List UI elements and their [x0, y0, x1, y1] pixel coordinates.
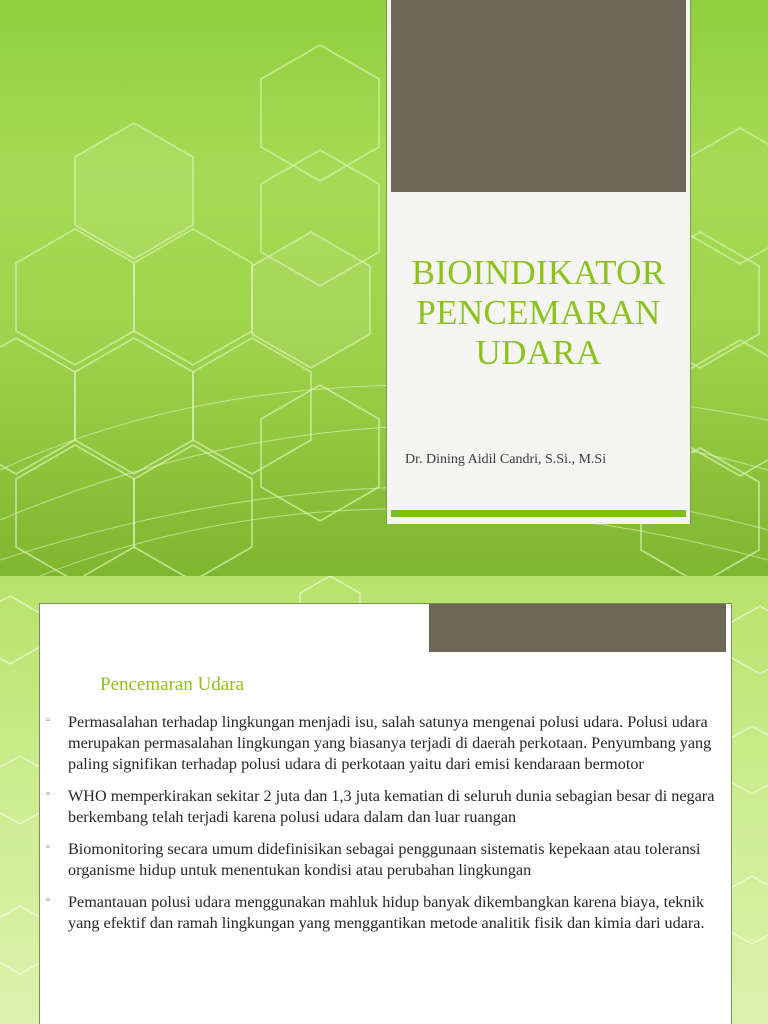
bullet-square-icon: ▫	[46, 714, 50, 726]
bullet-text: Pemantauan polusi udara menggunakan mahluk hidup banyak dikembangkan karena biaya, teknik yang efektif dan ramah lingkungan yang menggantikan metode analitik fisik dan kimia dari udara.	[68, 893, 705, 932]
title-card	[386, 0, 691, 524]
bullet-list	[46, 712, 724, 945]
content-top-block	[429, 604, 726, 652]
bullet-text: WHO memperkirakan sekitar 2 juta dan 1,3 juta kematian di seluruh dunia sebagian besar di negara berkembang telah terjadi karena polusi udara dalam dan luar ruangan	[68, 787, 715, 826]
content-heading: Pencemaran Udara	[100, 674, 245, 695]
title-line: BIOINDIKATOR	[411, 253, 666, 292]
content-slide	[0, 576, 768, 1024]
bullet-text: Biomonitoring secara umum didefinisikan sebagai penggunaan sistematis kepekaan atau toleransi organisme hidup untuk menentukan kondisi atau perubahan lingkungan	[68, 840, 701, 879]
title-line: UDARA	[475, 333, 602, 372]
title-accent-bar	[391, 510, 686, 517]
bullet-item	[46, 839, 724, 881]
bullet-square-icon: ▫	[46, 788, 50, 800]
bullet-square-icon: ▫	[46, 894, 50, 906]
bullet-item	[46, 892, 724, 934]
slide-title	[387, 253, 690, 373]
bullet-item	[46, 786, 724, 828]
title-line: PENCEMARAN	[416, 293, 661, 332]
content-card	[39, 603, 732, 1024]
bullet-text: Permasalahan terhadap lingkungan menjadi isu, salah satunya mengenai polusi udara. Polusi udara merupakan permasalahan lingkungan yang biasanya terjadi di daerah perkotaan. Penyumbang yang paling signifikan terhadap polusi udara di perkotaan yaitu dari emisi kendaraan bermotor	[68, 713, 712, 773]
bullet-square-icon: ▫	[46, 841, 50, 853]
bullet-item	[46, 712, 724, 775]
author-name: Dr. Dining Aidil Candri, S.Si., M.Si	[405, 452, 607, 467]
title-top-block	[391, 0, 686, 192]
